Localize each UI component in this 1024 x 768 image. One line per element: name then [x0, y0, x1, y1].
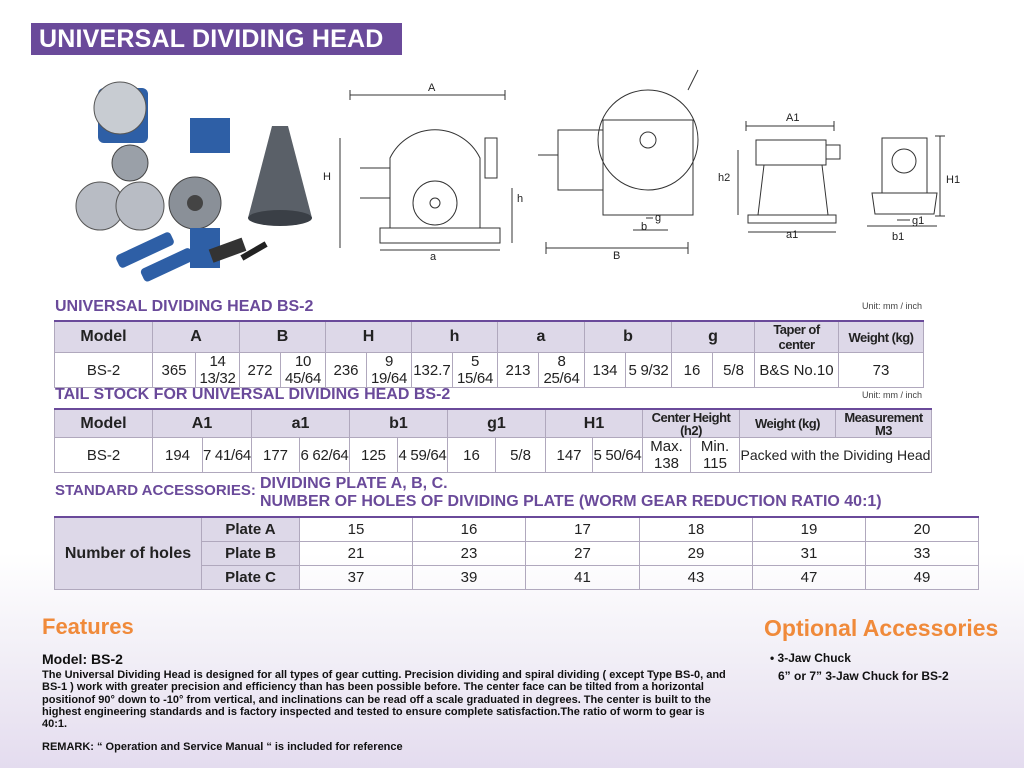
optional-item-1: • 3-Jaw Chuck — [770, 651, 851, 665]
cell-weight: 73 — [839, 353, 924, 388]
plate-a-value: 15 — [300, 517, 413, 542]
tail-cell-a1-in: 6 62/64 — [300, 438, 350, 473]
plate-c-value: 47 — [753, 566, 866, 590]
cell-taper: B&S No.10 — [755, 353, 839, 388]
tail-cell-h2-max: Max. 138 — [643, 438, 691, 473]
plate-c-hub — [187, 195, 203, 211]
plate-a-value: 20 — [866, 517, 979, 542]
plate-c-value: 39 — [413, 566, 526, 590]
front-view-drawing — [538, 70, 718, 260]
hdr-H: H — [326, 321, 412, 353]
cell-g-in: 5/8 — [713, 353, 755, 388]
cell-H-mm: 236 — [326, 353, 367, 388]
plate-b-value: 31 — [753, 542, 866, 566]
plate-a-value: 18 — [640, 517, 753, 542]
label-g1: g1 — [912, 215, 925, 227]
cell-B-mm: 272 — [240, 353, 281, 388]
plate-a-value: 17 — [526, 517, 640, 542]
hdr-A: A — [153, 321, 240, 353]
label-B: B — [613, 250, 621, 262]
tail-hdr-H1: H1 — [546, 409, 643, 438]
hdr-model: Model — [55, 321, 153, 353]
label-A1: A1 — [786, 112, 800, 124]
plate-a-value: 16 — [413, 517, 526, 542]
features-remark: REMARK: “ Operation and Service Manual “ is included for reference — [42, 741, 403, 753]
cell-a-in: 8 25/64 — [539, 353, 585, 388]
head-section-title: UNIVERSAL DIVIDING HEAD BS-2 — [55, 298, 314, 315]
plate-b-value: 27 — [526, 542, 640, 566]
features-title: Features — [42, 614, 134, 639]
label-A: A — [428, 82, 436, 94]
plate-c-value: 43 — [640, 566, 753, 590]
accessories-line2: NUMBER OF HOLES OF DIVIDING PLATE (WORM GEAR REDUCTION RATIO 40:1) — [260, 493, 882, 510]
plate-b-value: 21 — [300, 542, 413, 566]
plate-b-image — [116, 182, 164, 230]
cell-h-mm: 132.7 — [412, 353, 453, 388]
change-gears-base — [248, 210, 312, 226]
change-gears-stack — [248, 126, 312, 218]
holes-label: Number of holes — [55, 517, 202, 590]
tail-hdr-A1: A1 — [153, 409, 252, 438]
hdr-taper: Taper of center — [755, 321, 839, 353]
hdr-B: B — [240, 321, 326, 353]
optional-accessories-title: Optional Accessories — [764, 615, 999, 641]
features-description: The Universal Dividing Head is designed for all types of gear cutting. Precision dividing and spiral dividing ( except Type BS-0, and BS-1 ) work with greater precision and efficiency than has been possible before. The center face can be tilted from a horizontal positionof 90° down to -10° from vertical, and inclinations can be read off a scale graduated in degrees. The center is built to the highest engineering standards and is factory inspected and tested to ensure complete satisfaction.The ratio of worm to gear is 40:1. — [42, 669, 726, 731]
cell-h-in: 5 15/64 — [453, 353, 498, 388]
plate-b-label: Plate B — [202, 542, 300, 566]
tail-hdr-weight: Weight (kg) — [740, 409, 836, 438]
tail-hdr-center-height: Center Height (h2) — [643, 409, 740, 438]
label-h: h — [517, 193, 524, 205]
label-a1: a1 — [786, 229, 799, 241]
plate-c-value: 49 — [866, 566, 979, 590]
cell-B-in: 10 45/64 — [281, 353, 326, 388]
hdr-b: b — [585, 321, 672, 353]
features-model: Model: BS-2 — [42, 651, 123, 667]
label-H1: H1 — [946, 174, 961, 186]
hdr-h: h — [412, 321, 498, 353]
hdr-weight: Weight (kg) — [839, 321, 924, 353]
tail-hdr-measurement: Measurement M3 — [836, 409, 932, 438]
label-b: b — [641, 221, 648, 233]
dividing-plate-image — [94, 82, 146, 134]
plate-b-value: 23 — [413, 542, 526, 566]
label-H: H — [323, 171, 331, 183]
plate-c-label: Plate C — [202, 566, 300, 590]
product-photo — [60, 78, 328, 288]
plate-c-value: 37 — [300, 566, 413, 590]
cell-g-mm: 16 — [672, 353, 713, 388]
cell-H-in: 9 19/64 — [367, 353, 412, 388]
tail-cell-a1-mm: 177 — [252, 438, 300, 473]
head-unit-label: Unit: mm / inch — [862, 301, 923, 311]
tail-cell-note: Packed with the Dividing Head — [740, 438, 932, 473]
tail-hdr-a1: a1 — [252, 409, 350, 438]
head-spec-table — [54, 320, 924, 388]
accessories-line1: DIVIDING PLATE A, B, C. — [260, 475, 448, 492]
tail-section-title: TAIL STOCK FOR UNIVERSAL DIVIDING HEAD BS-2 — [55, 386, 451, 403]
tailstock-side-drawing — [716, 110, 862, 240]
label-g: g — [655, 212, 662, 224]
chuck-image — [112, 145, 148, 181]
tail-cell-b1-mm: 125 — [350, 438, 398, 473]
label-b1: b1 — [892, 231, 905, 243]
tail-hdr-model: Model — [55, 409, 153, 438]
tail-cell-model: BS-2 — [55, 438, 153, 473]
label-a: a — [430, 251, 437, 263]
cell-b-in: 5 9/32 — [626, 353, 672, 388]
hdr-a: a — [498, 321, 585, 353]
plate-b-value: 29 — [640, 542, 753, 566]
tail-cell-H1-in: 5 50/64 — [593, 438, 643, 473]
cell-A-in: 14 13/32 — [196, 353, 240, 388]
tail-spec-table — [54, 408, 932, 473]
tail-cell-A1-mm: 194 — [153, 438, 203, 473]
tail-hdr-g1: g1 — [448, 409, 546, 438]
cell-a-mm: 213 — [498, 353, 539, 388]
tail-cell-H1-mm: 147 — [546, 438, 593, 473]
cell-A-mm: 365 — [153, 353, 196, 388]
plate-b-value: 33 — [866, 542, 979, 566]
hdr-g: g — [672, 321, 755, 353]
side-view-drawing — [320, 78, 524, 263]
tailstock-front-drawing — [862, 126, 972, 244]
tail-cell-b1-in: 4 59/64 — [398, 438, 448, 473]
tail-cell-h2-min: Min. 115 — [691, 438, 740, 473]
tail-hdr-b1: b1 — [350, 409, 448, 438]
tailstock-image — [190, 118, 230, 153]
cell-model: BS-2 — [55, 353, 153, 388]
label-h2: h2 — [718, 172, 731, 184]
plate-a-label: Plate A — [202, 517, 300, 542]
cell-b-mm: 134 — [585, 353, 626, 388]
accessories-label: STANDARD ACCESSORIES: — [55, 482, 256, 499]
holes-table — [54, 516, 979, 590]
tail-cell-g1-in: 5/8 — [496, 438, 546, 473]
tail-cell-g1-mm: 16 — [448, 438, 496, 473]
plate-c-value: 41 — [526, 566, 640, 590]
tail-unit-label: Unit: mm / inch — [862, 390, 923, 400]
tail-cell-A1-in: 7 41/64 — [203, 438, 252, 473]
page-title-banner: UNIVERSAL DIVIDING HEAD — [31, 23, 402, 55]
optional-item-2: 6” or 7” 3-Jaw Chuck for BS-2 — [778, 669, 949, 683]
plate-a-value: 19 — [753, 517, 866, 542]
